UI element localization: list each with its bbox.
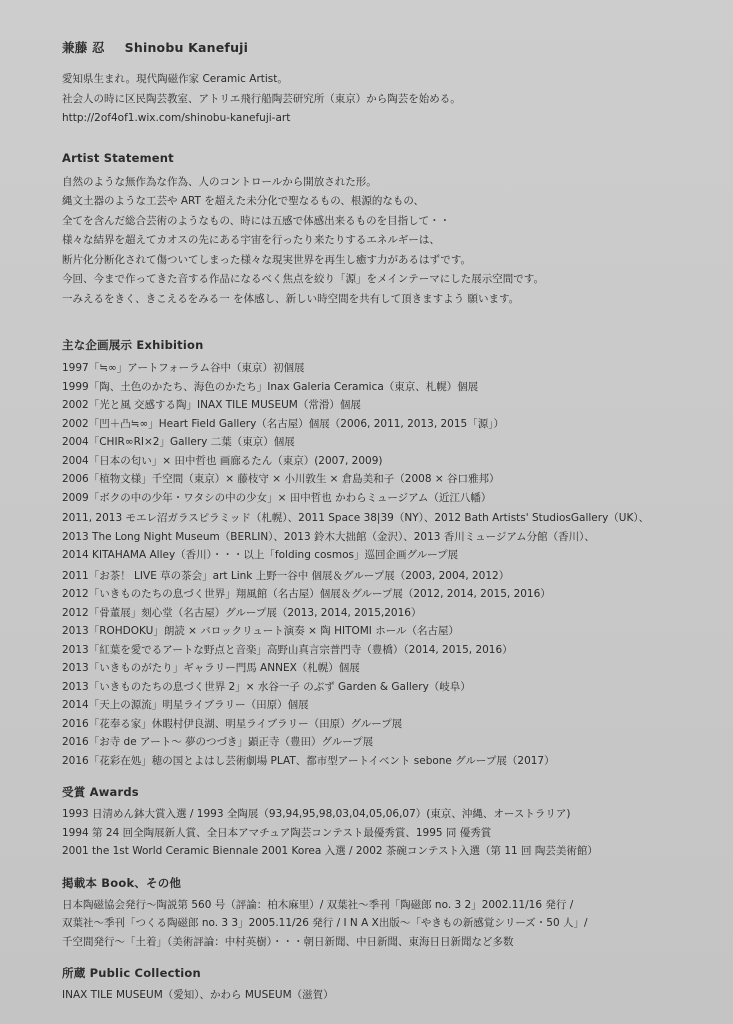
statement-line: 縄文土器のような工芸や ART を超えた未分化で聖なるもの、根源的なもの、 [62,195,424,207]
exhibition-entry: 2016「花彩在処」穂の国とよはし芸術劇場 PLAT、都市型アートイベント sebone グループ展（2017） [62,754,555,767]
website-url: http://2of4of1.wix.com/shinobu-kanefuji-art [62,112,291,124]
section-heading: 受賞 Awards [62,785,139,799]
exhibition-entry: 2012「いきものたちの息づく世界」翔風館（名古屋）個展＆グループ展（2012, 2014, 2015, 2016） [62,588,551,600]
exhibition-entry: 2013「紅葉を愛でるアートな野点と音楽」高野山真言宗普門寺（豊橋）（2014, 2015, 2016） [62,643,513,656]
exhibition-entry: 1997「≒∞」アートフォーラム谷中（東京）初個展 [62,362,305,374]
exhibition-entry: 2002「光と風 交感する陶」INAX TILE MUSEUM（常滑）個展 [62,399,361,411]
exhibition-entry: 2013「いきものたちの息づく世界 2」× 水谷一子 のぶず Garden & Gallery（岐阜） [62,680,471,693]
artist-name-ja: 兼藤 忍 [62,40,105,55]
exhibition-entry: 2012「骨董展」刻心堂（名古屋）グループ展（2013, 2014, 2015,2016） [62,606,422,619]
exhibition-entry: 2004「CHIR∞RI×2」Gallery 二葉（東京）個展 [62,436,295,448]
exhibition-entry: 2002「凹＋凸≒∞」Heart Field Gallery（名古屋）個展（2006, 2011, 2013, 2015「源」） [62,417,504,430]
exhibition-entry: 1999「陶、土色のかたち、海色のかたち」Inax Galeria Ceramica（東京、札幌）個展 [62,380,479,393]
artist-name [62,38,693,56]
statement-line: 自然のような無作為な作為、人のコントロールから開放された形。 [62,175,377,188]
exhibition-entry: 2009「ボクの中の少年・ワタシの中の少女」× 田中哲也 かわらミュージアム（近江八幡） [62,491,492,504]
collection-entry: INAX TILE MUSEUM（愛知）、かわら MUSEUM（滋賀） [62,989,334,1001]
statement-line: 全てを含んだ総合芸術のようなもの、時には五感で体感出来るものを目指して・・ [62,214,451,227]
exhibition-entry: 2014「天上の源流」明星ライブラリー（田原）個展 [62,699,309,711]
artist-name-en: Shinobu Kanefuji [124,40,249,55]
intro-line: 社会人の時に区民陶芸教室、アトリエ飛行船陶芸研究所（東京）から陶芸を始める。 [62,92,461,105]
exhibition-entry: 2013「いきものがたり」ギャラリー門馬 ANNEX（札幌）個展 [62,662,360,674]
exhibition-section [62,337,693,770]
exhibition-entry: 2016「お寺 de アート〜 夢のつづき」顕正寺（豊田）グループ展 [62,736,374,748]
exhibition-entry: 2011, 2013 モエレ沼ガラスピラミッド（札幌）、2011 Space 38|39（NY）、2012 Bath Artists' StudiosGallery（UK）、 [62,512,650,524]
section-heading: 掲載本 Book、その他 [62,875,182,890]
section-heading: 主な企画展示 Exhibition [62,338,204,352]
exhibition-entry: 2016「花奉る家」休暇村伊良湖、明星ライブラリー（田原）グループ展 [62,717,403,730]
exhibition-entry: 2006「植物文様」千空間（東京）× 藤枝守 × 小川敦生 × 倉島美和子（2008 × 谷口雅邦） [62,473,500,485]
statement-line: 断片化分断化されて傷ついてしまった様々な現実世界を再生し癒す力があるはずです。 [62,253,471,266]
statement-line: 様々な結界を超えてカオスの先にある宇宙を行ったり来たりするエネルギーは、 [62,234,440,246]
book-entry: 双葉社〜季刊「つくる陶磁郎 no. 3 3」2005.11/26 発行 / I N A X出版〜「やきもの新感覚シリーズ・50 人」/ [62,917,588,929]
artist-statement-section [62,151,693,310]
exhibition-entry: 2011「お茶！ LIVE 草の茶会」art Link 上野一谷中 個展＆グループ展（2003, 2004, 2012） [62,569,510,582]
awards-section [62,784,693,861]
intro-block [62,70,693,129]
award-entry: 1994 第 24 回全陶展新人賞、全日本アマチュア陶芸コンテスト最優秀賞、1995 同 優秀賞 [62,826,492,839]
section-heading: Artist Statement [62,150,174,165]
award-entry: 1993 日清めん鉢大賞入選 / 1993 全陶展（93,94,95,98,03,04,05,06,07）(東京、沖縄、オーストラリア) [62,808,571,820]
exhibition-entry: 2013「ROHDOKU」朗読 × バロックリュート演奏 × 陶 HITOMI ホール（名古屋） [62,625,460,637]
intro-line: 愛知県生まれ。現代陶磁作家 Ceramic Artist。 [62,73,288,85]
exhibition-entry: 2014 KITAHAMA Alley（香川）・・・以上「folding cosmos」巡回企画グループ展 [62,549,459,561]
collection-section [62,965,693,1005]
statement-line: 一みえるをきく、きこえるをみる一 を体感し、新しい時空間を共有して頂きますよう 願います。 [62,292,520,305]
statement-line: 今回、今まで作ってきた音する作品になるべく焦点を絞り「源」をメインテーマにした展示空間です。 [62,273,544,285]
book-entry: 千空間発行〜「土着」（美術評論：中村英樹）・・・朝日新聞、中日新聞、東海日日新聞など多数 [62,935,514,948]
award-entry: 2001 the 1st World Ceramic Biennale 2001 Korea 入選 / 2002 茶碗コンテスト入選（第 11 回 陶芸美術館） [62,845,598,857]
books-section [62,875,693,952]
section-heading: 所蔵 Public Collection [62,966,201,980]
exhibition-entry: 2004「日本の匂い」× 田中哲也 画廊るたん（東京）(2007, 2009) [62,454,383,467]
exhibition-entry: 2013 The Long Night Museum（BERLIN）、2013 鈴木大拙館（金沢）、2013 香川ミュージアム分館（香川）、 [62,530,595,543]
book-entry: 日本陶磁協会発行〜陶説第 560 号（評論：柏木麻里）/ 双葉社〜季刊「陶磁郎 no. 3 2」2002.11/16 発行 / [62,898,574,911]
